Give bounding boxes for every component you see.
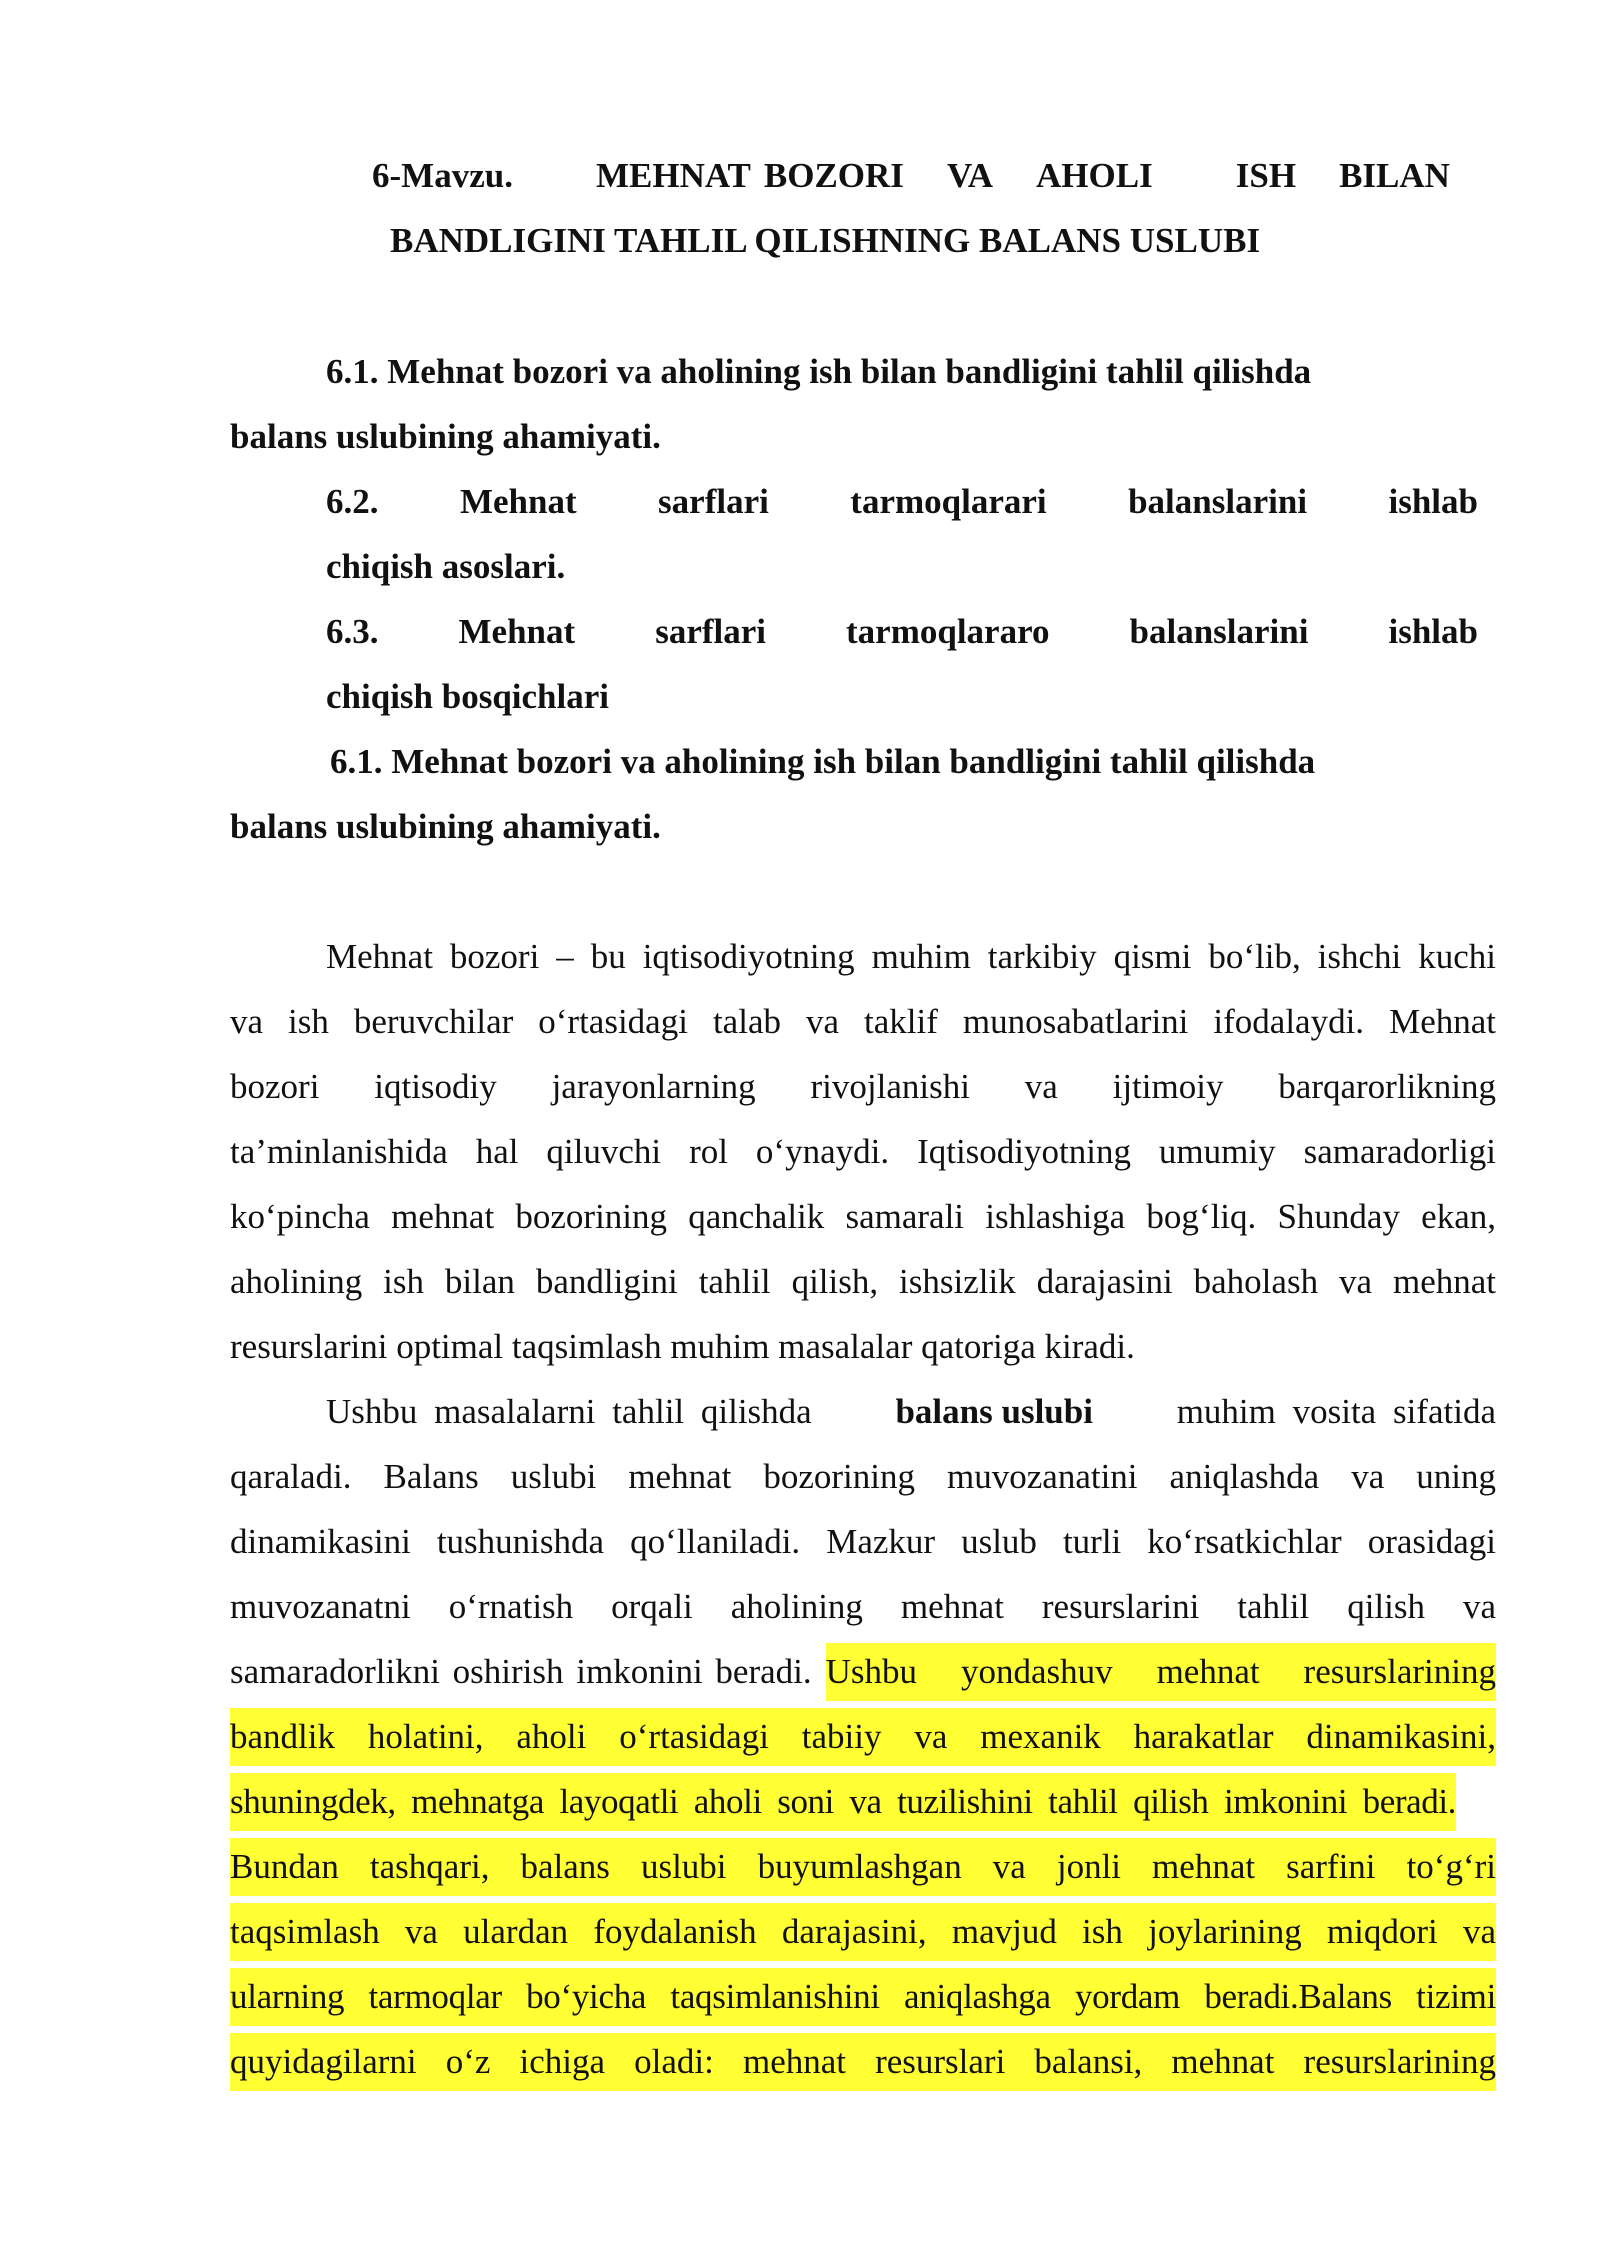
highlighted-line: quyidagilarni o‘z ichiga oladi: mehnat resurslari balansi, mehnat resurslarining bbox=[230, 2033, 1496, 2091]
title-part: VA bbox=[946, 156, 993, 195]
paragraph-2-line-4: muvozanatni o‘rnatish orqali aholining mehnat resurslarini tahlil qilish va bbox=[230, 1587, 1496, 1626]
section-heading-line-2: balans uslubining ahamiyati. bbox=[230, 807, 661, 846]
page-title-line-2: BANDLIGINI TAHLIL QILISHNING BALANS USLUBI bbox=[390, 221, 1261, 260]
outline-item-2-line-2: chiqish asoslari. bbox=[326, 547, 566, 586]
paragraph-1-line-7: resurslarini optimal taqsimlash muhim masalalar qatoriga kiradi. bbox=[230, 1327, 1135, 1366]
paragraph-2-line-5 bbox=[230, 1643, 1496, 1701]
highlighted-line: shuningdek, mehnatga layoqatli aholi soni va tuzilishini tahlil qilish imkonini beradi. bbox=[230, 1773, 1456, 1831]
paragraph-2-line-3: dinamikasini tushunishda qo‘llaniladi. Mazkur uslub turli ko‘rsatkichlar orasidagi bbox=[230, 1522, 1496, 1561]
paragraph-1-line-6: aholining ish bilan bandligini tahlil qilish, ishsizlik darajasini baholash va mehnat bbox=[230, 1262, 1496, 1301]
title-part: BOZORI bbox=[763, 156, 904, 195]
paragraph-2-line-1 bbox=[326, 1383, 1496, 1441]
outline-item-2-line-1: 6.2. Mehnat sarflari tarmoqlarari balanslarini ishlab bbox=[326, 482, 1478, 521]
title-part: 6-Mavzu. bbox=[372, 156, 513, 195]
title-part: BILAN bbox=[1339, 156, 1450, 195]
outline-item-1-line-1: 6.1. Mehnat bozori va aholining ish bilan bandligini tahlil qilishda bbox=[326, 352, 1312, 391]
title-part: ISH bbox=[1235, 156, 1297, 195]
highlighted-line: Bundan tashqari, balans uslubi buyumlashgan va jonli mehnat sarfini to‘g‘ri bbox=[230, 1838, 1496, 1896]
paragraph-2-lead-end: muhim vosita sifatida bbox=[1176, 1392, 1496, 1431]
highlighted-line: ularning tarmoqlar bo‘yicha taqsimlanishini aniqlashga yordam beradi.Balans tizimi bbox=[230, 1968, 1496, 2026]
highlighted-line: taqsimlash va ulardan foydalanish darajasini, mavjud ish joylarining miqdori va bbox=[230, 1903, 1496, 1961]
paragraph-2-line-2: qaraladi. Balans uslubi mehnat bozorining muvozanatini aniqlashda va uning bbox=[230, 1457, 1496, 1496]
highlighted-text: Ushbu yondashuv mehnat resurslarining bbox=[826, 1643, 1496, 1701]
paragraph-1-line-3: bozori iqtisodiy jarayonlarning rivojlanishi va ijtimoiy barqarorlikning bbox=[230, 1067, 1496, 1106]
paragraph-1-line-2: va ish beruvchilar o‘rtasidagi talab va taklif munosabatlarini ifodalaydi. Mehnat bbox=[230, 1002, 1496, 1041]
paragraph-1-line-4: ta’minlanishida hal qiluvchi rol o‘ynaydi. Iqtisodiyotning umumiy samaradorligi bbox=[230, 1132, 1496, 1171]
outline-item-3-line-2: chiqish bosqichlari bbox=[326, 677, 610, 716]
outline-item-1-line-2: balans uslubining ahamiyati. bbox=[230, 417, 661, 456]
paragraph-1-line-5: ko‘pincha mehnat bozorining qanchalik samarali ishlashiga bog‘liq. Shunday ekan, bbox=[230, 1197, 1496, 1236]
title-part: MEHNAT bbox=[595, 156, 751, 195]
outline-item-3-line-1: 6.3. Mehnat sarflari tarmoqlararo balanslarini ishlab bbox=[326, 612, 1478, 651]
page-title-line-1 bbox=[372, 147, 1450, 205]
title-part: AHOLI bbox=[1036, 156, 1153, 195]
bold-term: balans uslubi bbox=[895, 1392, 1093, 1431]
section-heading-line-1: 6.1. Mehnat bozori va aholining ish bilan bandligini tahlil qilishda bbox=[330, 742, 1316, 781]
paragraph-2-lead-text: Ushbu masalalarni tahlil qilishda bbox=[326, 1392, 812, 1431]
paragraph-2-text: samaradorlikni oshirish imkonini beradi. bbox=[230, 1652, 812, 1691]
highlighted-line: bandlik holatini, aholi o‘rtasidagi tabiiy va mexanik harakatlar dinamikasini, bbox=[230, 1708, 1496, 1766]
paragraph-1-line-1: Mehnat bozori – bu iqtisodiyotning muhim tarkibiy qismi bo‘lib, ishchi kuchi bbox=[326, 937, 1496, 976]
